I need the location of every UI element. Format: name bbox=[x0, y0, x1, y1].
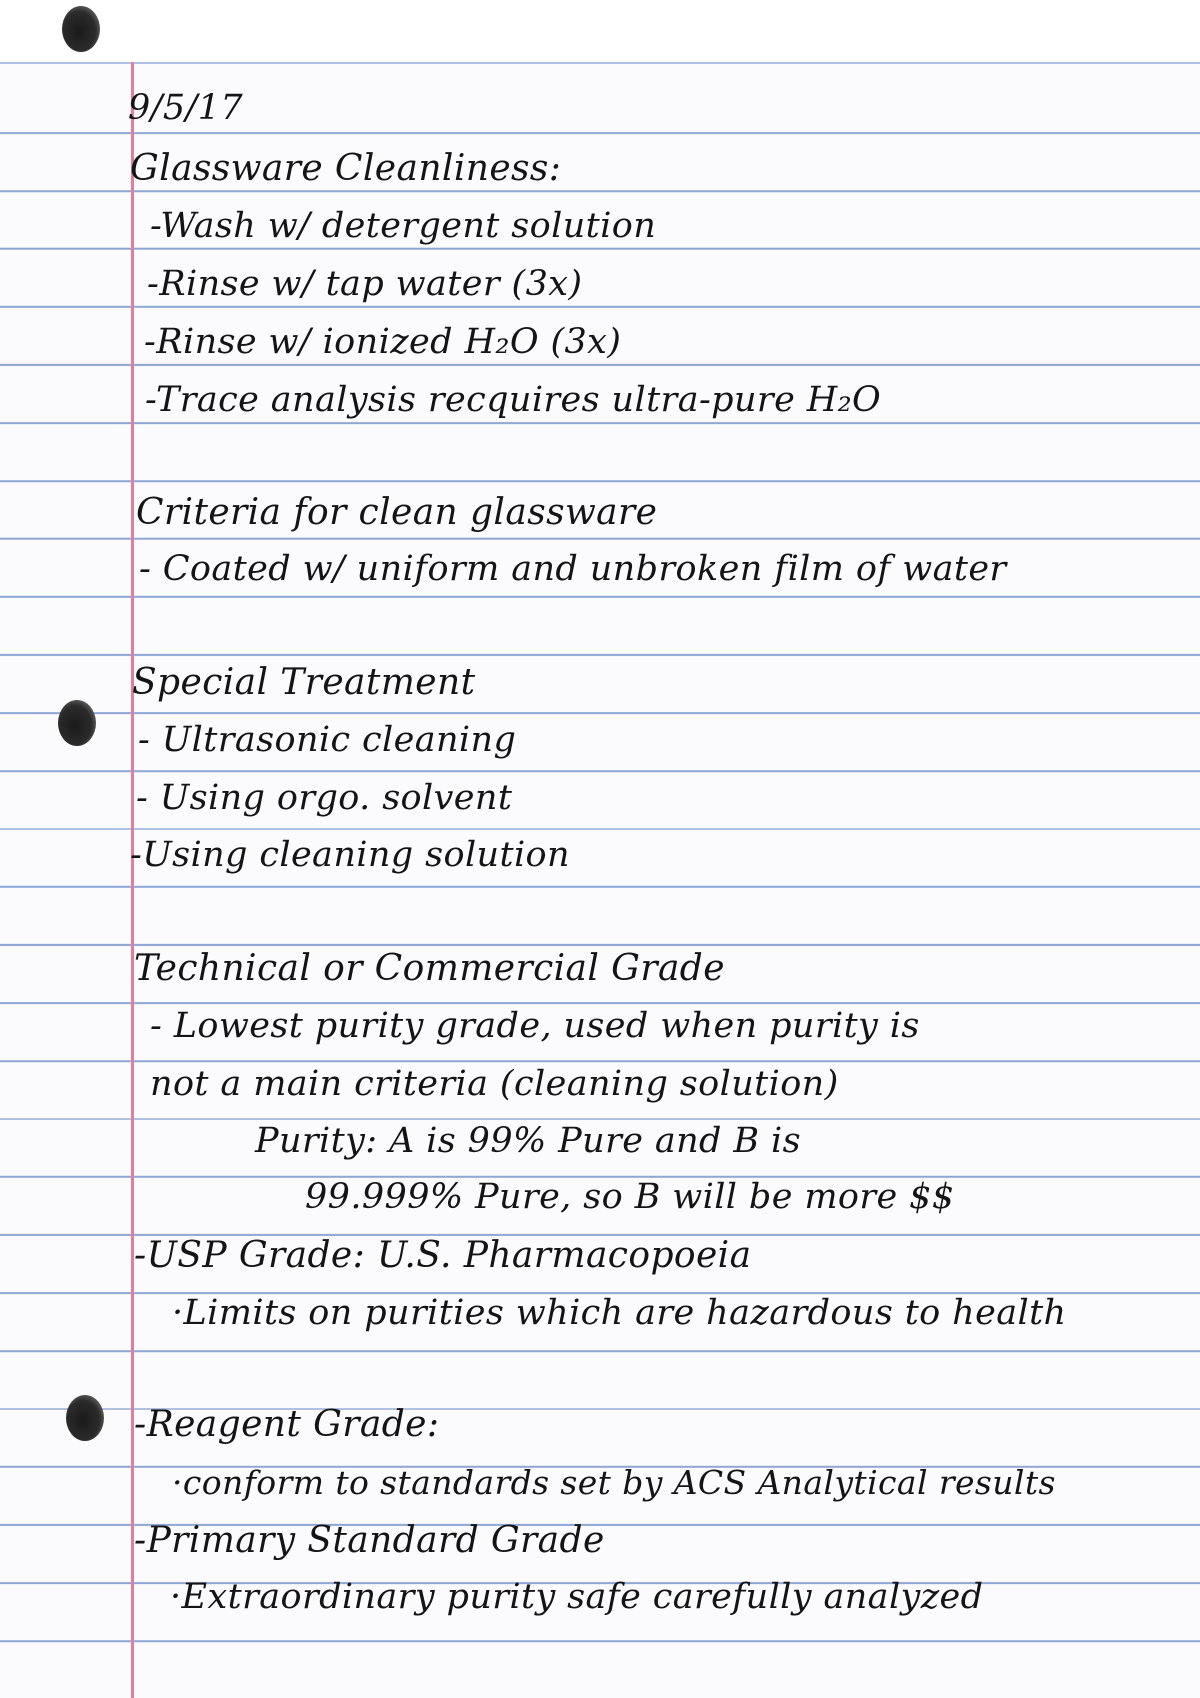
ruled-paper bbox=[0, 62, 1200, 1698]
binder-hole-top bbox=[62, 6, 100, 52]
criteria-heading: Criteria for clean glassware bbox=[136, 492, 658, 533]
usp-grade-item-limits: ·Limits on purities which are hazardous to health bbox=[172, 1293, 1067, 1333]
primary-standard-grade-heading: -Primary Standard Grade bbox=[134, 1520, 605, 1561]
technical-grade-heading: Technical or Commercial Grade bbox=[134, 948, 725, 989]
special-treatment-heading: Special Treatment bbox=[132, 662, 476, 703]
glassware-item-rinse-tap: -Rinse w/ tap water (3x) bbox=[147, 264, 583, 304]
glassware-item-wash: -Wash w/ detergent solution bbox=[150, 206, 657, 246]
usp-grade-heading: -USP Grade: U.S. Pharmacopoeia bbox=[134, 1235, 752, 1276]
technical-grade-purity-line-1: Purity: A is 99% Pure and B is bbox=[255, 1121, 801, 1161]
primary-standard-item-purity: ·Extraordinary purity safe carefully analyzed bbox=[170, 1577, 984, 1617]
glassware-cleanliness-heading: Glassware Cleanliness: bbox=[130, 148, 562, 189]
reagent-grade-item-conform: ·conform to standards set by ACS Analytical results bbox=[172, 1463, 1056, 1502]
special-treatment-item-orgo-solvent: - Using orgo. solvent bbox=[136, 778, 513, 818]
binder-hole-middle bbox=[58, 700, 96, 746]
binder-hole-bottom bbox=[66, 1395, 104, 1441]
technical-grade-purity-line-2: 99.999% Pure, so B will be more $$ bbox=[305, 1177, 955, 1217]
margin-line bbox=[131, 62, 134, 1698]
special-treatment-item-cleaning-solution: -Using cleaning solution bbox=[130, 835, 570, 875]
technical-grade-line-2: not a main criteria (cleaning solution) bbox=[150, 1064, 839, 1104]
special-treatment-item-ultrasonic: - Ultrasonic cleaning bbox=[138, 720, 517, 760]
criteria-item-coated: - Coated w/ uniform and unbroken film of water bbox=[139, 549, 1007, 589]
note-date: 9/5/17 bbox=[128, 88, 244, 128]
technical-grade-line-1: - Lowest purity grade, used when purity is bbox=[150, 1006, 920, 1046]
glassware-item-rinse-ionized: -Rinse w/ ionized H₂O (3x) bbox=[144, 322, 622, 362]
glassware-item-trace-analysis: -Trace analysis recquires ultra-pure H₂O bbox=[145, 380, 882, 420]
reagent-grade-heading: -Reagent Grade: bbox=[134, 1404, 440, 1445]
